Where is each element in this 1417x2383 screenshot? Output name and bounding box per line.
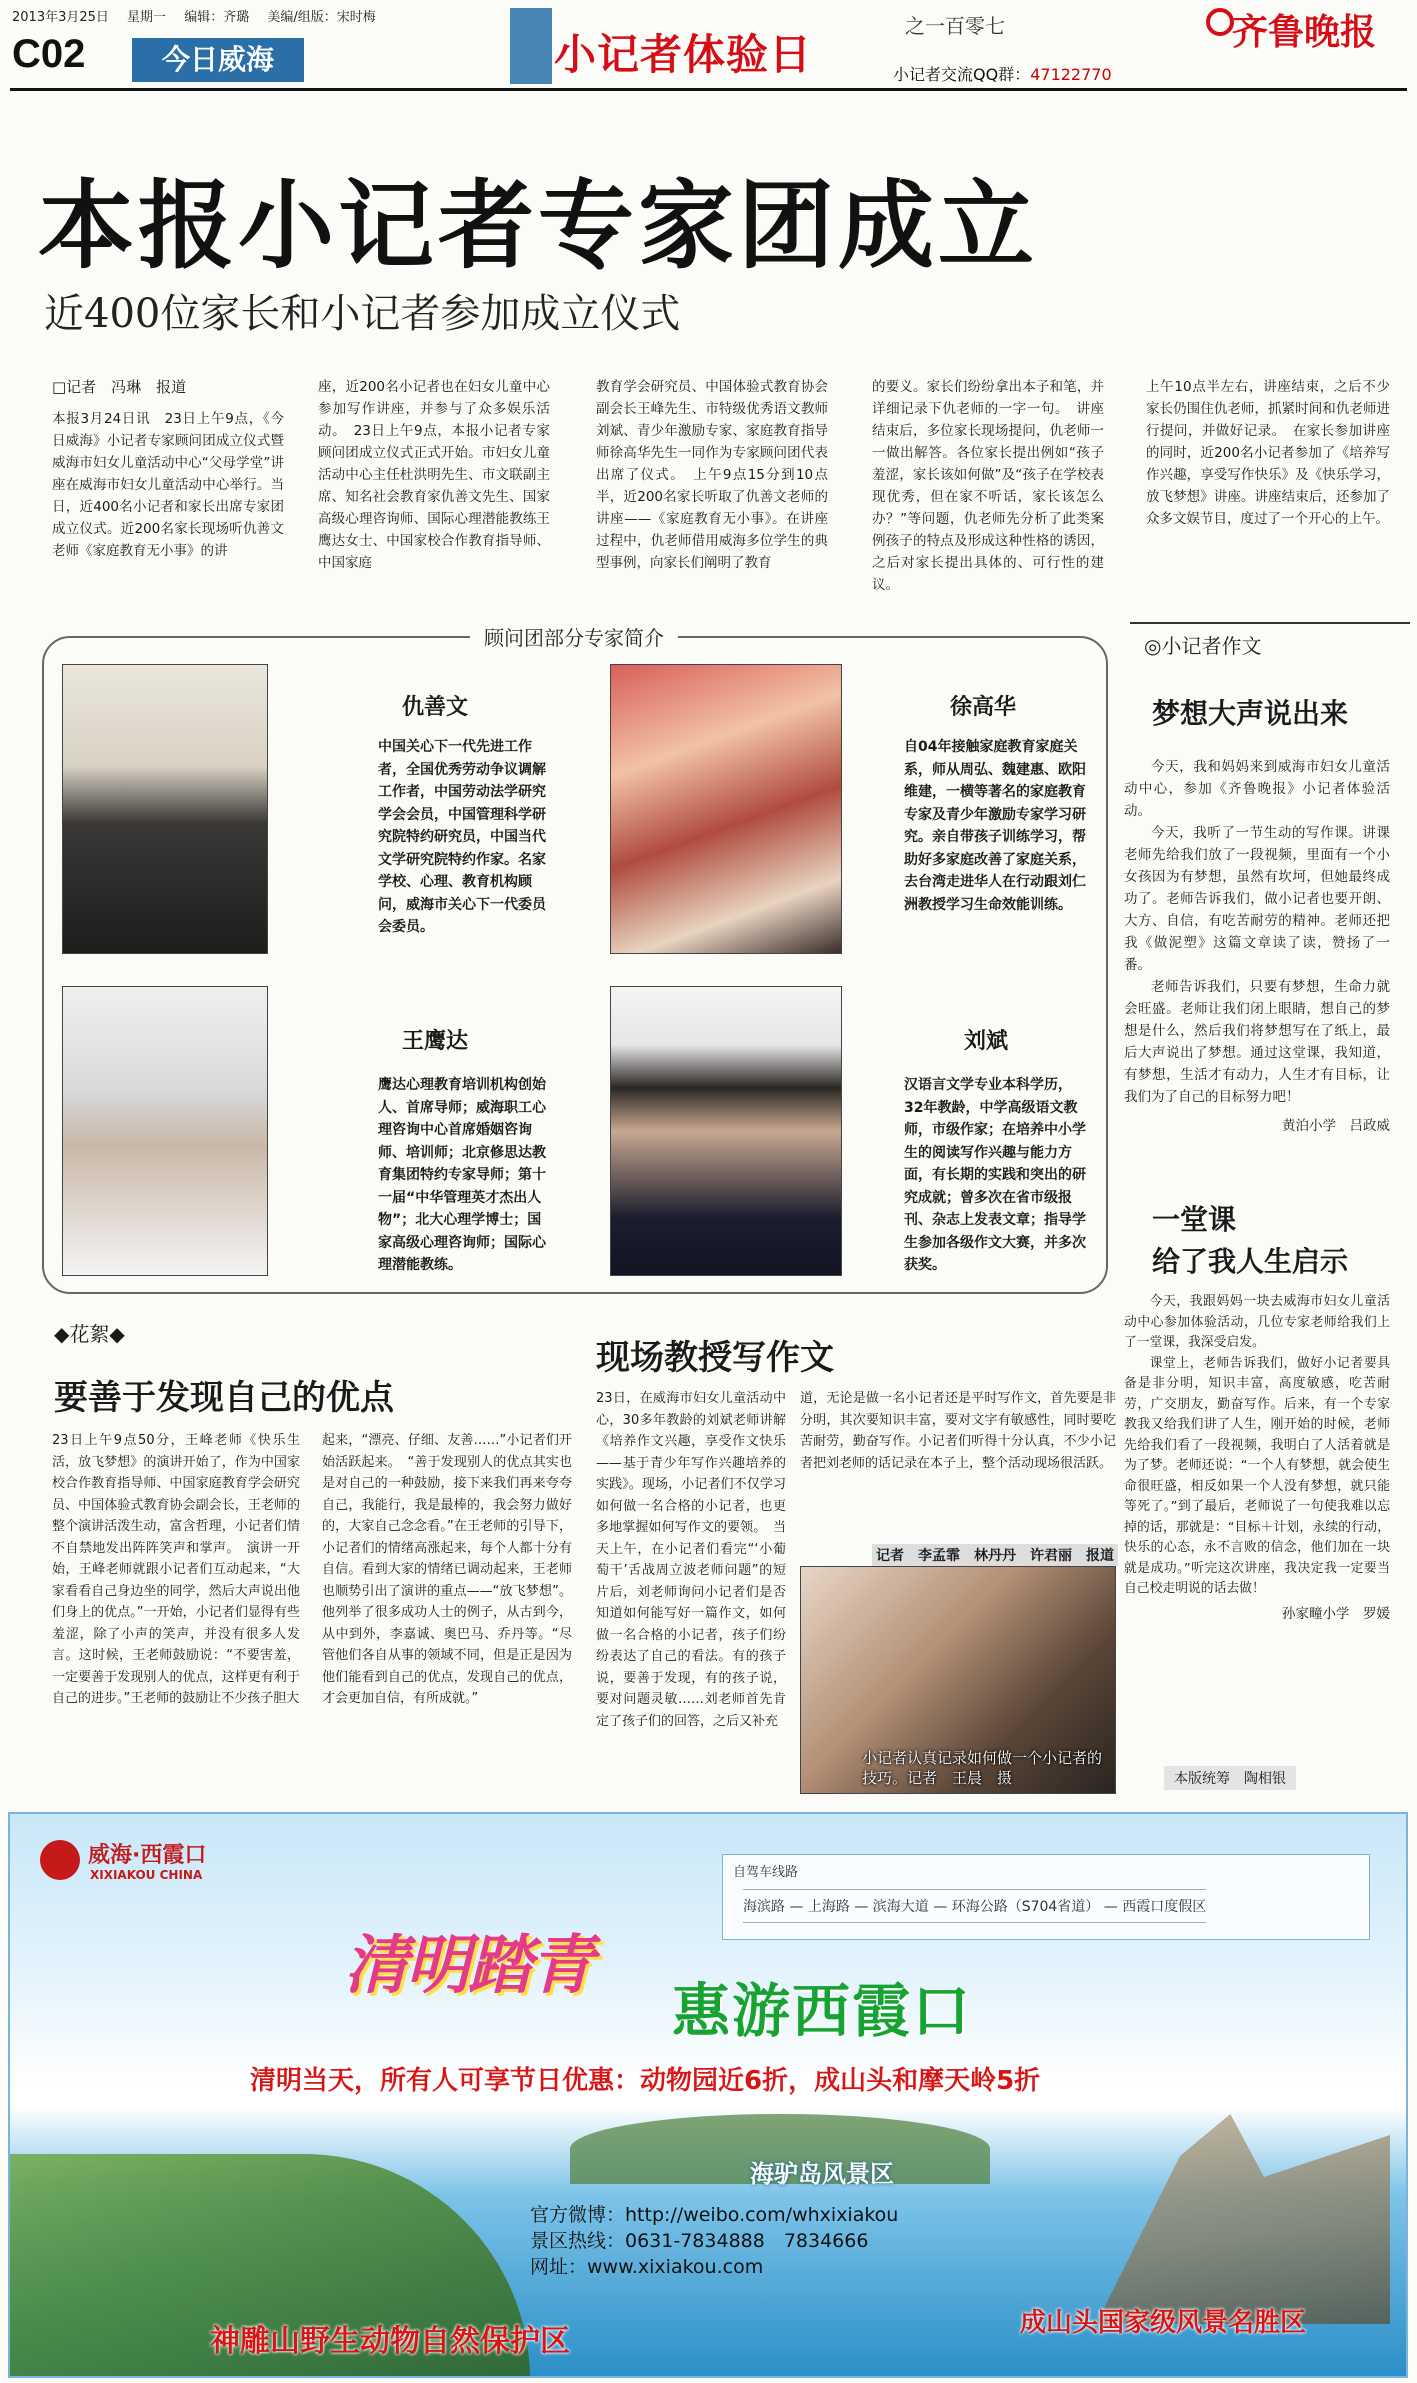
ad-cliff-image (970, 2114, 1390, 2324)
issue-date: 2013年3月25日 (12, 10, 109, 25)
expert-name-3: 王鹰达 (402, 1029, 469, 1054)
lead-text-1: 本报3月24日讯 23日上午9点，《今日威海》小记者专家顾问团成立仪式暨威海市妇女儿童活动中心“父母学堂”讲座在威海市妇女儿童活动中心举行。当日，近400名小记者和家长出席专家团成立仪式。近200名家长现场听仇善文老师《家庭教育无小事》的讲 (52, 411, 284, 559)
newspaper-logo: 齐鲁晚报 (1232, 11, 1377, 53)
designer: 美编/组版：宋时梅 (267, 10, 376, 25)
essay1-body (1124, 756, 1390, 1134)
header-rule (10, 88, 1407, 91)
headline: 本报小记者专家团成立 (38, 170, 1038, 282)
sidelights-tag: ◆花絮◆ (54, 1322, 125, 1346)
expert-bio-3: 鹰达心理教育培训机构创始人、首席导师；威海职工心理咨询中心首席婚姻咨询师、培训师；北京修思达教育集团特约专家导师；第十一届“中华管理英才杰出人物”；北大心理学博士；国家高级心理咨询师；国际心理潜能教练。 (378, 1077, 546, 1273)
logo-icon (1206, 8, 1234, 36)
expert-photo-4 (610, 986, 842, 1276)
weekday: 星期一 (127, 10, 167, 25)
expert-photo-1 (62, 664, 268, 954)
ad-headline-1: 清明踏青 (344, 1929, 592, 2003)
article2-text-1: 23日，在威海市妇女儿童活动中心，30多年教龄的刘斌老师讲解《培养作文兴趣，享受作文快乐——基于青少年写作兴趣培养的实践》。现场，小记者们不仅学习如何做一名合格的小记者，也更多地掌握如何写作文的要领。 当天上午，在小记者们看完“‘小葡萄干’舌战周立波老师问题”的短片后，刘老师询问小记者们是否知道如何能写好一篇作文，如何做一名合格的小记者，孩子们纷纷表达了自己的看法。有的孩子说，要善于发现，有的孩子说，要对问题灵敏……刘老师首先肯定了孩子们的回答，之后又补充 (596, 1391, 786, 1729)
page-number: C02 (12, 32, 86, 76)
essay2-signature: 孙家疃小学 罗媛 (1282, 1605, 1390, 1622)
ad-route-title: 自驾车线路 (733, 1865, 799, 1880)
article2-caption: 小记者认真记录如何做一个小记者的技巧。记者 王晨 摄 (862, 1749, 1103, 1787)
essay1-signature: 黄泊小学 吕政威 (1282, 1118, 1390, 1134)
lead-col-3 (596, 376, 828, 574)
expert-photo-2 (610, 664, 842, 954)
article1-text-1: 23日上午9点50分，王峰老师《快乐生活，放飞梦想》的演讲开始了，作为中国家校合作教育指导师、中国家庭教育学会研究员、中国体验式教育协会副会长，王老师的整个演讲活泼生动，富含哲理，小记者们情不自禁地发出阵阵笑声和掌声。 演讲一开始，王峰老师就跟小记者们互动起来，“大家看看自己身边坐的同学，然后大声说出他们身上的优点。”一开始，小记者们显得有些羞涩，除了小声的笑声，并没有很多人发言。这时候，王老师鼓励说：“不要害羞，一定要善于发现别人的优点，这样更有利于自己的进步。”王老师的鼓励让不少孩子胆大 (52, 1433, 300, 1706)
advertisement (8, 1812, 1408, 2378)
ad-hotline: 景区热线：0631-7834888 7834666 (530, 2230, 869, 2252)
essay2-paragraph: 今天，我跟妈妈一块去威海市妇女儿童活动中心参加体验活动，几位专家老师给我们上了一堂课，我深受启发。 (1124, 1294, 1390, 1350)
qq-number: 47122770 (1030, 65, 1112, 84)
article1-text-2: 起来，“漂亮、仔细、友善……”小记者们开始活跃起来。 “善于发现别人的优点其实也是对自己的一种鼓励，接下来我们再来夸夸自己，我能行，我是最棒的，我会努力做好的，大家自己念念看。”在王老师的引导下，小记者们的情绪高涨起来，每个人都十分有自信。看到大家的情绪已调动起来，王老师也顺势引出了演讲的重点——“放飞梦想”。他列举了很多成功人士的例子，从古到今，从中到外，李嘉诚、奥巴马、乔丹等。“尽管他们各自从事的领域不同，但是正是因为他们能看到自己的优点，发现自己的优点，才会更加自信，有所成就。” (322, 1433, 572, 1706)
ad-contact (530, 2202, 960, 2280)
essay2-title-line2: 给了我人生启示 (1152, 1245, 1349, 1278)
essay1-paragraph: 今天，我和妈妈来到威海市妇女儿童活动中心，参加《齐鲁晚报》小记者体验活动。 (1124, 759, 1390, 819)
banner-title: 小记者体验日 (554, 30, 813, 79)
editor-note: 本版统筹 陶相银 (1164, 1766, 1296, 1790)
banner-photo (510, 8, 552, 84)
header-info (12, 6, 390, 25)
lead-col-5 (1146, 376, 1390, 530)
article1-col-1 (52, 1430, 300, 1710)
expert-name-4: 刘斌 (964, 1029, 1009, 1054)
article2-col-1 (596, 1388, 786, 1732)
expert-bio-4: 汉语言文学专业本科学历，32年教龄，中学高级语文教师，市级作家；在培养中小学生的阅读写作兴趣与能力方面，有长期的实践和突出的研究成就；曾多次在省市级报刊、杂志上发表文章；指导学生参加各级作文大赛，并多次获奖。 (904, 1077, 1086, 1273)
qq-group: 小记者交流QQ群：47122770 (893, 65, 1112, 84)
ad-park-2: 成山头国家级风景名胜区 (1020, 2308, 1307, 2338)
article1-col-2 (322, 1430, 572, 1710)
column-banner (510, 8, 890, 84)
ad-route-text: 海滨路 — 上海路 — 滨海大道 — 环海公路（S704省道） — 西霞口度假区 (743, 1889, 1206, 1923)
article2-title: 现场教授写作文 (596, 1338, 834, 1378)
essay1-paragraph: 今天，我听了一节生动的写作课。讲课老师先给我们放了一段视频，里面有一个小女孩因为有梦想，虽然有坎坷，但她最终成功了。老师告诉我们，做小记者也要开朗、大方、自信，有吃苦耐劳的精神。老师还把我《做泥塑》这篇文章读了读，赞扬了一番。 (1124, 825, 1390, 973)
expert-name-1: 仇善文 (402, 695, 469, 720)
ad-island-label: 海驴岛风景区 (750, 2160, 894, 2188)
article2-byline: 记者 李孟霏 林丹丹 许君丽 报道 (872, 1544, 1118, 1566)
expert-bio-2: 自04年接触家庭教育家庭关系，师从周弘、魏建惠、欧阳维建，一横等著名的家庭教育专家及青少年激励专家学习研究。亲自带孩子训练学习，帮助好多家庭改善了家庭关系，去台湾走进华人在行动跟刘仁洲教授学习生命效能训练。 (904, 739, 1086, 913)
lead-text-4: 的要义。家长们纷纷拿出本子和笔，并详细记录下仇老师的一字一句。 讲座结束后，多位家长现场提问，仇老师一一做出解答。各位家长提出例如“孩子羞涩，家长该如何做”及“孩子在学校表现优秀，但在家不听话，家长该怎么办？”等问题，仇老师先分析了此类案例孩子的特点及形成这种性格的诱因，之后对家长提出具体的、可行性的建议。 (872, 379, 1104, 593)
section-tag: 今日威海 (132, 38, 304, 82)
essay1-title: 梦想大声说出来 (1152, 697, 1349, 730)
essay2-title-line1: 一堂课 (1152, 1203, 1237, 1236)
lead-text-5: 上午10点半左右，讲座结束，之后不少家长仍围住仇老师，抓紧时间和仇老师进行提问，并做好记录。 在家长参加讲座的同时，近200名小记者参加了《培养写作兴趣，享受写作快乐》及《快乐学习，放飞梦想》讲座。讲座结束后，还参加了众多文娱节目，度过了一个开心的上午。 (1146, 379, 1390, 527)
issue-count: 之一百零七 (905, 14, 1005, 38)
essay-section-tag: ◎小记者作文 (1144, 634, 1262, 658)
lead-col-1 (52, 376, 284, 562)
expert-name-2: 徐高华 (950, 695, 1017, 720)
lead-col-2 (318, 376, 550, 574)
expert-box-title: 顾问团部分专家简介 (470, 622, 678, 651)
expert-bio-1: 中国关心下一代先进工作者，全国优秀劳动争议调解工作者，中国劳动法学研究学会会员，中国管理科学研究院特约研究员，中国当代文学研究院特约作家。名家学校、心理、教育机构顾问，威海市关心下一代委员会委员。 (378, 739, 546, 935)
essay2-body (1124, 1292, 1390, 1622)
subheadline: 近400位家长和小记者参加成立仪式 (44, 291, 681, 337)
lead-col-4 (872, 376, 1104, 596)
article1-title: 要善于发现自己的优点 (54, 1378, 394, 1418)
expert-photo-3 (62, 986, 268, 1276)
ad-promo: 清明当天，所有人可享节日优惠：动物园近6折，成山头和摩天岭5折 (250, 2066, 1041, 2096)
article2-col-2 (800, 1388, 1116, 1474)
right-column-rule (1130, 622, 1410, 624)
essay1-paragraph: 老师告诉我们，只要有梦想，生命力就会旺盛。老师让我们闭上眼睛，想自己的梦想是什么，然后我们将梦想写在了纸上，最后大声说出了梦想。通过这堂课，我知道，有梦想，生活才有动力，人生才有目标，让我们为了自己的目标努力吧！ (1124, 979, 1390, 1105)
ad-weibo: 官方微博：http://weibo.com/whxixiakou (530, 2204, 899, 2226)
ad-logo-cn: 威海·西霞口 (88, 1843, 207, 1868)
editor: 编辑：齐璐 (184, 10, 250, 25)
lead-text-2: 座，近200名小记者也在妇女儿童中心参加写作讲座，并参与了众多娱乐活动。 23日上午9点，本报小记者专家顾问团成立仪式正式开始。市妇女儿童活动中心主任杜洪明先生、市文联副主席、知名社会教育家仇善文先生、国家高级心理咨询师、国际心理潜能教练王鹰达女士、中国家校合作教育指导师、中国家庭 (318, 379, 550, 571)
lead-text-3: 教育学会研究员、中国体验式教育协会副会长王峰先生、市特级优秀语文教师刘斌、青少年激励专家、家庭教育指导师徐高华先生一同作为专家顾问团代表出席了仪式。 上午9点15分到10点半，近200名家长听取了仇善文老师的讲座——《家庭教育无小事》。在讲座过程中，仇老师借用威海多位学生的典型事例，向家长们阐明了教育 (596, 379, 828, 571)
ad-headline-2: 惠游西霞口 (672, 1977, 973, 2045)
article2-text-2: 道，无论是做一名小记者还是平时写作文，首先要是非分明，其次要知识丰富，要对文字有敏感性，同时要吃苦耐劳，勤奋写作。小记者们听得十分认真，不少小记者把刘老师的话记录在本子上，整个活动现场很活跃。 (800, 1391, 1116, 1471)
ad-park-1: 神雕山野生动物自然保护区 (210, 2324, 570, 2359)
ad-logo-en: XIXIAKOU CHINA (90, 1868, 203, 1882)
ad-route-box (722, 1854, 1370, 1940)
essay2-paragraph: 课堂上，老师告诉我们，做好小记者要具备是非分明，知识丰富，高度敏感，吃苦耐劳，广交朋友，勤奋写作。后来，有一个专家教我又给我们讲了人生，刚开始的时候，老师先给我们看了一段视频，我明白了人活着就是为了梦。老师还说：“一个人有梦想，就会使生命很旺盛，相反如果一个人没有梦想，就只能等死了。”到了最后，老师说了一句使我难以忘掉的话，那就是：“目标＋计划，永续的行动，快乐的心态，永不言败的信念，他们加在一块就是成功。”听完这次讲座，我决定我一定要当自己校走明说的话去做！ (1124, 1355, 1390, 1596)
lead-byline: □记者 冯琳 报道 (52, 378, 187, 396)
ad-logo-icon (40, 1840, 80, 1880)
ad-website: 网址：www.xixiakou.com (530, 2256, 764, 2278)
